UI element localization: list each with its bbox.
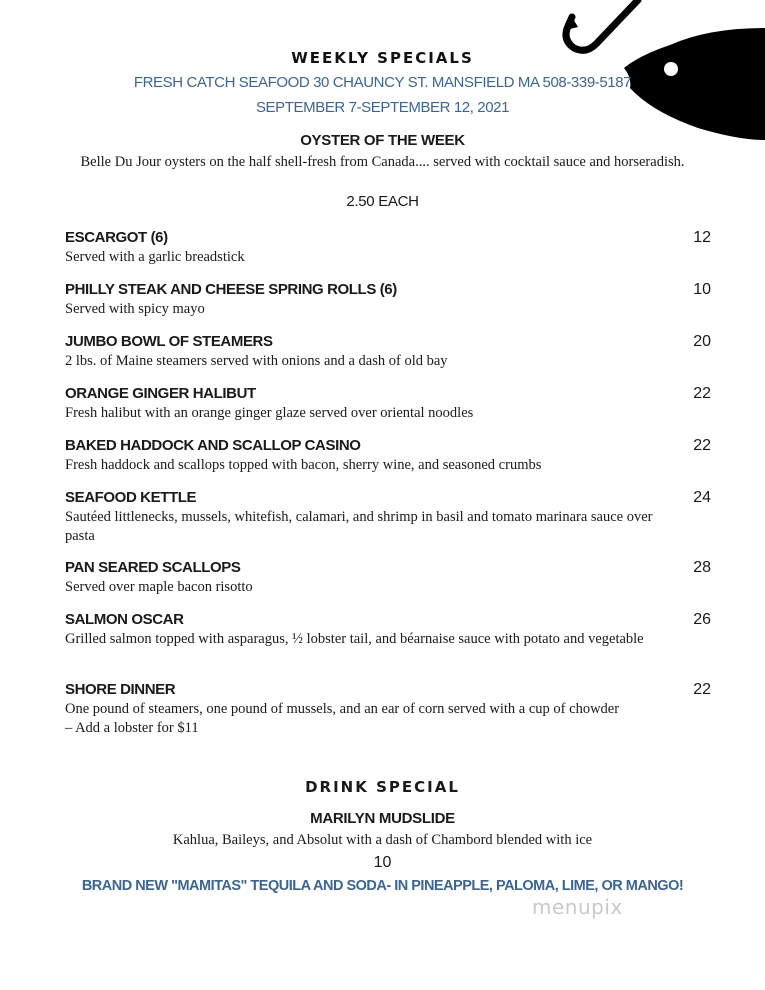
menu-item-name: PAN SEARED SCALLOPS [65,559,241,576]
menu-item [65,488,715,545]
menu-item-description: Served with spicy mayo [65,301,205,317]
menu-item-price: 10 [693,281,711,298]
menu-item-name: ORANGE GINGER HALIBUT [65,385,256,402]
menu-item-price: 28 [693,559,711,576]
menu-item-price: 22 [693,437,711,454]
menu-item-description: Served with a garlic breadstick [65,249,245,265]
menu-item [65,384,715,423]
menu-item-addon: – Add a lobster for $11 [65,719,199,736]
menu-item-name: BAKED HADDOCK AND SCALLOP CASINO [65,437,361,454]
menu-item [65,680,715,737]
watermark: menupix [532,895,623,919]
menu-item-description: Grilled salmon topped with asparagus, ½ lobster tail, and béarnaise sauce with potato and vegetable [65,631,644,647]
fish-illustration [558,0,765,145]
oyster-description: Belle Du Jour oysters on the half shell-fresh from Canada.... served with cocktail sauce and horseradish. [80,154,685,170]
drink-name: MARILYN MUDSLIDE [310,810,455,827]
menu-item-name: ESCARGOT (6) [65,229,168,246]
oyster-price: 2.50 EACH [346,193,419,210]
menu-item [65,610,715,649]
oyster-heading: OYSTER OF THE WEEK [300,132,465,149]
menu-item-description: Sautéed littlenecks, mussels, whitefish, calamari, and shrimp in basil and tomato marinara sauce over pasta [65,509,653,544]
specials-dates: SEPTEMBER 7-SEPTEMBER 12, 2021 [255,99,510,116]
menu-item [65,228,715,267]
menu-item-description: Served over maple bacon risotto [65,579,253,595]
menu-item [65,558,715,597]
menu-item-price: 22 [693,681,711,698]
menu-item-description: Fresh haddock and scallops topped with bacon, sherry wine, and seasoned crumbs [65,457,542,473]
menu-item [65,280,715,319]
menu-item [65,332,715,371]
menu-item-description: Fresh halibut with an orange ginger glaze served over oriental noodles [65,405,474,421]
drink-promo: BRAND NEW "MAMITAS" TEQUILA AND SODA- IN PINEAPPLE, PALOMA, LIME, OR MANGO! [81,878,684,894]
fish-hook-icon [566,0,638,50]
drink-description: Kahlua, Baileys, and Absolut with a dash of Chambord blended with ice [172,832,593,848]
menu-item-name: SHORE DINNER [65,681,176,698]
page-title: WEEKLY SPECIALS [291,49,474,67]
menu-item-price: 20 [693,333,711,350]
drink-heading: DRINK SPECIAL [305,778,460,796]
menu-item-name: PHILLY STEAK AND CHEESE SPRING ROLLS (6) [65,281,397,298]
menu-item [65,436,715,475]
menu-item-price: 22 [693,385,711,402]
restaurant-address: FRESH CATCH SEAFOOD 30 CHAUNCY ST. MANSFIELD MA 508-339-5187 [133,74,632,91]
menu-item-description: 2 lbs. of Maine steamers served with onions and a dash of old bay [65,353,448,369]
menu-item-price: 26 [693,611,711,628]
menu-item-price: 12 [693,229,711,246]
menu-item-name: SEAFOOD KETTLE [65,489,197,506]
menu-item-price: 24 [693,489,711,506]
menu-item-name: JUMBO BOWL OF STEAMERS [65,333,273,350]
menu-item-name: SALMON OSCAR [65,611,184,628]
drink-price: 10 [373,854,392,871]
menu-item-description: One pound of steamers, one pound of mussels, and an ear of corn served with a cup of chowder [65,701,620,717]
